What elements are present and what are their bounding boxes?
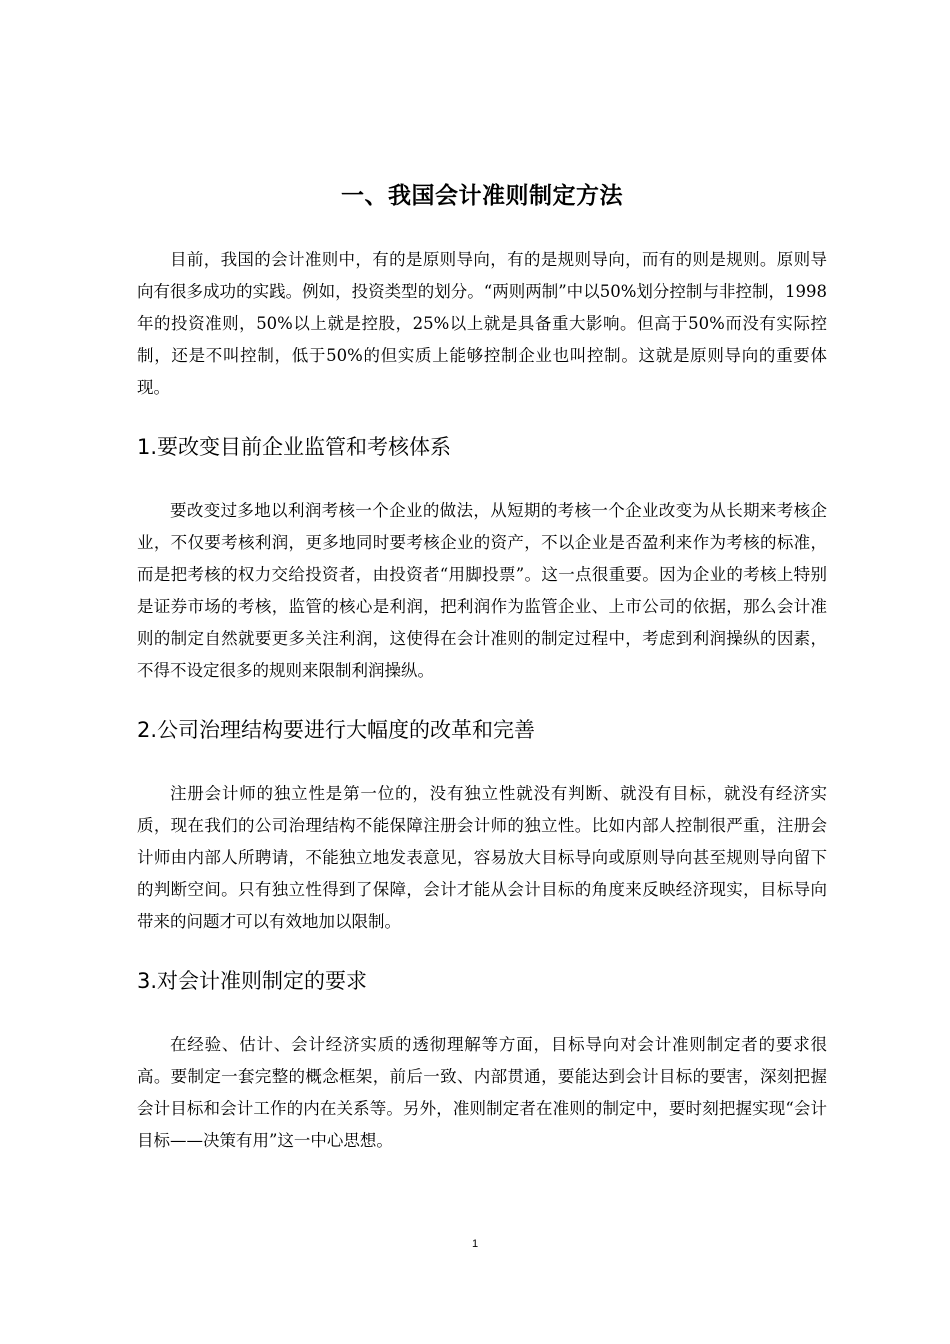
page-number: 1 — [471, 1238, 479, 1250]
document-content — [137, 178, 827, 1157]
section-body-1: 要改变过多地以利润考核一个企业的做法，从短期的考核一个企业改变为从长期来考核企业，不仅要考核利润，更多地同时要考核企业的资产，不以企业是否盈利来作为考核的标准，而是把考核的权力交给投资者，由投资者“用脚投票”。这一点很重要。因为企业的考核上特别是证券市场的考核，监管的核心是利润，把利润作为监管企业、上市公司的依据，那么会计准则的制定自然就要更多关注利润，这使得在会计准则的制定过程中，考虑到利润操纵的因素，不得不设定很多的规则来限制利润操纵。 — [137, 501, 827, 680]
spacer — [137, 687, 827, 714]
section-heading-3: 3.对会计准则制定的要求 — [137, 969, 368, 993]
spacer — [137, 404, 827, 431]
spacer — [137, 463, 827, 495]
intro-paragraph: 目前，我国的会计准则中，有的是原则导向，有的是规则导向，而有的则是规则。原则导向有很多成功的实践。例如，投资类型的划分。“两则两制”中以50%划分控制与非控制，1998年的投资准则，50%以上就是控股，25%以上就是具备重大影响。但高于50%而没有实际控制，还是不叫控制，低于50%的但实质上能够控制企业也叫控制。这就是原则导向的重要体现。 — [137, 250, 827, 397]
section-body-3: 在经验、估计、会计经济实质的透彻理解等方面，目标导向对会计准则制定者的要求很高。要制定一套完整的概念框架，前后一致、内部贯通，要能达到会计目标的要害，深刻把握会计目标和会计工作的内在关系等。另外，准则制定者在准则的制定中，要时刻把握实现“会计目标——决策有用”这一中心思想。 — [137, 1035, 827, 1150]
spacer — [137, 997, 827, 1029]
section-heading-1: 1.要改变目前企业监管和考核体系 — [137, 435, 452, 459]
section-body-2: 注册会计师的独立性是第一位的，没有独立性就没有判断、就没有目标，就没有经济实质，现在我们的公司治理结构不能保障注册会计师的独立性。比如内部人控制很严重，注册会计师由内部人所聘请，不能独立地发表意见，容易放大目标导向或原则导向甚至规则导向留下的判断空间。只有独立性得到了保障，会计才能从会计目标的角度来反映经济现实，目标导向带来的问题才可以有效地加以限制。 — [137, 784, 827, 931]
page-title: 一、我国会计准则制定方法 — [341, 183, 623, 209]
section-heading-2: 2.公司治理结构要进行大幅度的改革和完善 — [137, 718, 536, 742]
spacer — [137, 746, 827, 778]
spacer — [137, 938, 827, 965]
